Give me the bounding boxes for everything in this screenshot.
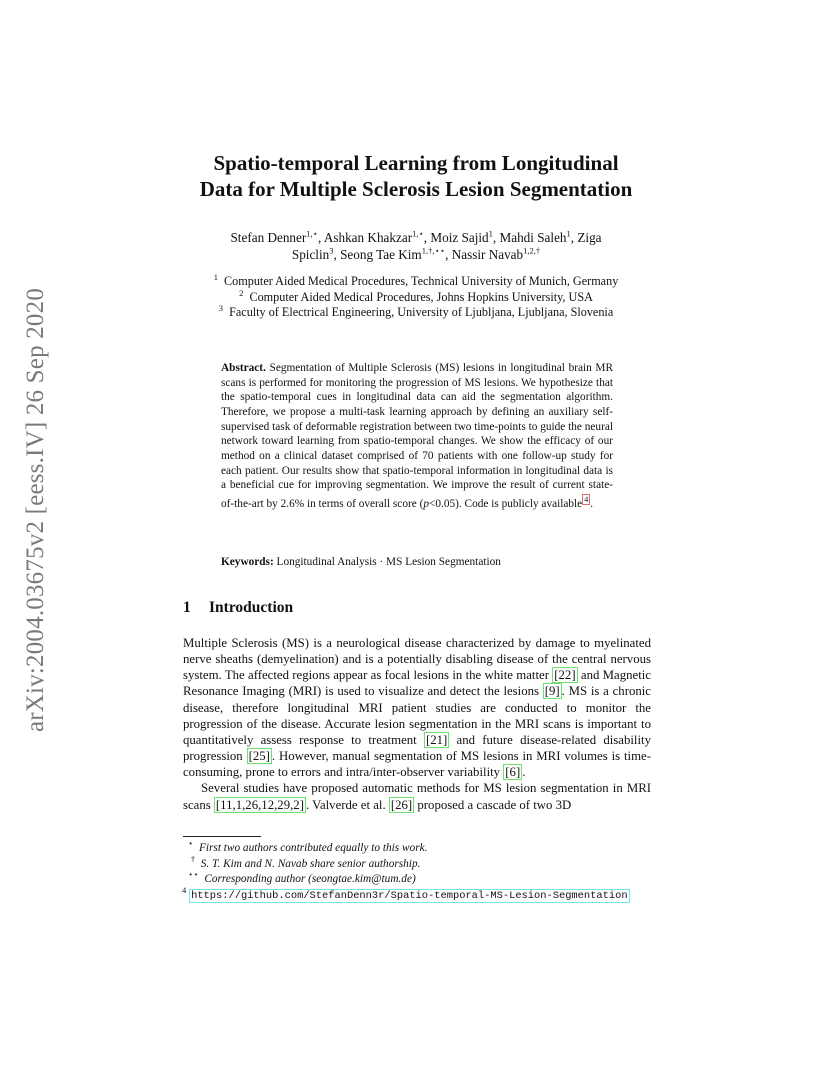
text-run: . However, manual segmentation of MS lesions in MRI volumes is time-consuming, prone to errors and intra/inter-observer variability	[183, 749, 651, 780]
abstract-end: .	[590, 497, 594, 510]
text-run: and future disease-related disability progression	[183, 732, 651, 764]
text-run: .	[522, 765, 526, 780]
citation-link[interactable]: [11,1,26,12,29,2]	[215, 797, 304, 812]
section-heading	[183, 599, 293, 617]
author-affil-mark: 1,⋆	[412, 228, 424, 239]
keywords	[221, 555, 613, 570]
affiliation-mark: 3	[218, 302, 223, 313]
author-name: Ashkan Khakzar	[323, 230, 413, 245]
footnotes	[182, 838, 630, 904]
text-run: . MS is a chronic disease, therefore longitudinal MRI patient studies are conducted to monitor the progression of the disease. Accurate lesion segmentation in the MRI scans is important to quantitatively assess response to treatment	[183, 684, 651, 747]
citation-link[interactable]: [6]	[505, 765, 521, 780]
abstract-text: Segmentation of Multiple Sclerosis (MS) lesions in longitudinal brain MR scans is performed for monitoring the progression of MS lesions. We hypothesize that the spatio-temporal cues in longitudinal data can aid the segmentation algorithm. Therefore, we propose a multi-task learning approach by defining an auxiliary self-supervised task of deformable registration between two time-points to guide the neural network toward learning from spatio-temporal changes. We show the efficacy of our method on a clinical dataset comprised of 70 patients with one follow-up study for each patient. Our results show that spatio-temporal information in longitudinal data is a beneficial cue for improving segmentation. We improve the result of current state-of-the-art by 2.6% in terms of overall score (	[221, 362, 614, 510]
footnote-mark: †	[190, 853, 196, 864]
paper-title	[160, 150, 672, 202]
title-line-1: Spatio-temporal Learning from Longitudinal	[213, 151, 619, 175]
section-title: Introduction	[209, 599, 294, 616]
arxiv-id-text: arXiv:2004.03675v2 [eess.IV] 26 Sep 2020	[22, 287, 49, 733]
paragraph-2	[183, 780, 651, 812]
affiliation-mark: 2	[239, 287, 244, 298]
text-run: and Magnetic Resonance Imaging (MRI) is used to visualize and detect the lesions	[183, 668, 652, 699]
citation-link[interactable]: [26]	[390, 797, 413, 812]
title-line-2: Data for Multiple Sclerosis Lesion Segmentation	[199, 177, 633, 201]
keywords-label: Keywords:	[221, 556, 274, 568]
footnote-1	[188, 838, 630, 857]
text-run: Several studies have proposed automatic methods for MS lesion segmentation in MRI scans	[183, 781, 651, 812]
text-run: Multiple Sclerosis (MS) is a neurological disease characterized by damage to myelinated nerve sheaths (demyelination) and is a potentially disabling disease of the central nervous system. The affected regions appear as focal lesions in the white matter	[183, 636, 651, 683]
text-run: proposed a cascade of two 3D	[414, 797, 572, 812]
author-affil-mark: 1,†,⋆⋆	[421, 245, 446, 256]
affiliation-text: Faculty of Electrical Engineering, University of Ljubljana, Ljubljana, Slovenia	[229, 305, 614, 319]
footnote-mark: ⋆⋆	[188, 869, 199, 880]
author-affil-mark: 1,⋆	[306, 228, 318, 239]
abstract-p-symbol: p	[423, 497, 429, 510]
citation-link[interactable]: [9]	[544, 684, 560, 699]
citation-link[interactable]: [21]	[425, 732, 448, 747]
author-name: Nassir Navab	[451, 247, 524, 262]
author-name: Stefan Denner	[230, 230, 307, 245]
affiliation-text: Computer Aided Medical Procedures, Technical University of Munich, Germany	[224, 274, 619, 288]
footnote-3	[188, 869, 630, 888]
footnote-2	[188, 853, 630, 873]
author-affil-mark: 1	[488, 228, 493, 239]
affiliation-line	[170, 287, 662, 306]
affiliations	[170, 271, 662, 321]
footnote-mark: 4	[182, 885, 187, 896]
abstract-tail: <0.05). Code is publicly available	[429, 497, 583, 510]
citation-link[interactable]: [25]	[248, 749, 270, 764]
arxiv-identifier	[22, 286, 50, 734]
author-affil-mark: 3	[329, 245, 334, 256]
author-list: Stefan Denner$^{1,⋆}$, Ashkan Khakzar$^{1,⋆}$, Moiz Sajid$^1$, Mahdi Saleh$^1$, Ziga Spiclin$^3$, Seong Tae Kim$^{1,\dagger,⋆⋆}$, Nassir Navab$^{1,2,\dagger}$	[230, 228, 602, 262]
author-affil-mark: 1,2,†	[523, 245, 541, 256]
affiliation-line	[170, 302, 662, 321]
affiliation-mark: 1	[213, 271, 218, 282]
abstract	[221, 361, 613, 511]
footnote-text: S. T. Kim and N. Navab share senior authorship.	[200, 857, 421, 870]
footnote-mark: ⋆	[188, 838, 194, 849]
github-link[interactable]: https://github.com/StefanDenn3r/Spatio-temporal-MS-Lesion-Segmentation	[191, 889, 628, 902]
keywords-text: Longitudinal Analysis · MS Lesion Segmentation	[276, 556, 501, 568]
author-affil-mark: 1	[566, 228, 571, 239]
affiliation-line	[170, 271, 662, 290]
footnote-text: Corresponding author (seongtae.kim@tum.de)	[204, 873, 416, 886]
introduction-body	[183, 635, 651, 813]
section-number: 1	[183, 599, 191, 616]
abstract-label: Abstract.	[221, 362, 266, 374]
text-run: . Valverde et al.	[305, 797, 389, 812]
author-name: Seong Tae Kim	[340, 247, 422, 262]
author-name: Moiz Sajid	[430, 230, 489, 245]
citation-link[interactable]: [22]	[554, 668, 576, 683]
affiliation-text: Computer Aided Medical Procedures, Johns Hopkins University, USA	[249, 289, 593, 304]
paragraph-1	[183, 635, 651, 780]
footnote-rule	[183, 836, 261, 837]
author-name-part: Spiclin	[291, 247, 330, 262]
author-name-part: Ziga	[577, 230, 602, 245]
author-name: Mahdi Saleh	[499, 230, 567, 245]
footnote-text: First two authors contributed equally to this work.	[198, 842, 428, 854]
footnote-link-4[interactable]: 4	[584, 494, 589, 504]
footnote-4	[182, 885, 630, 905]
